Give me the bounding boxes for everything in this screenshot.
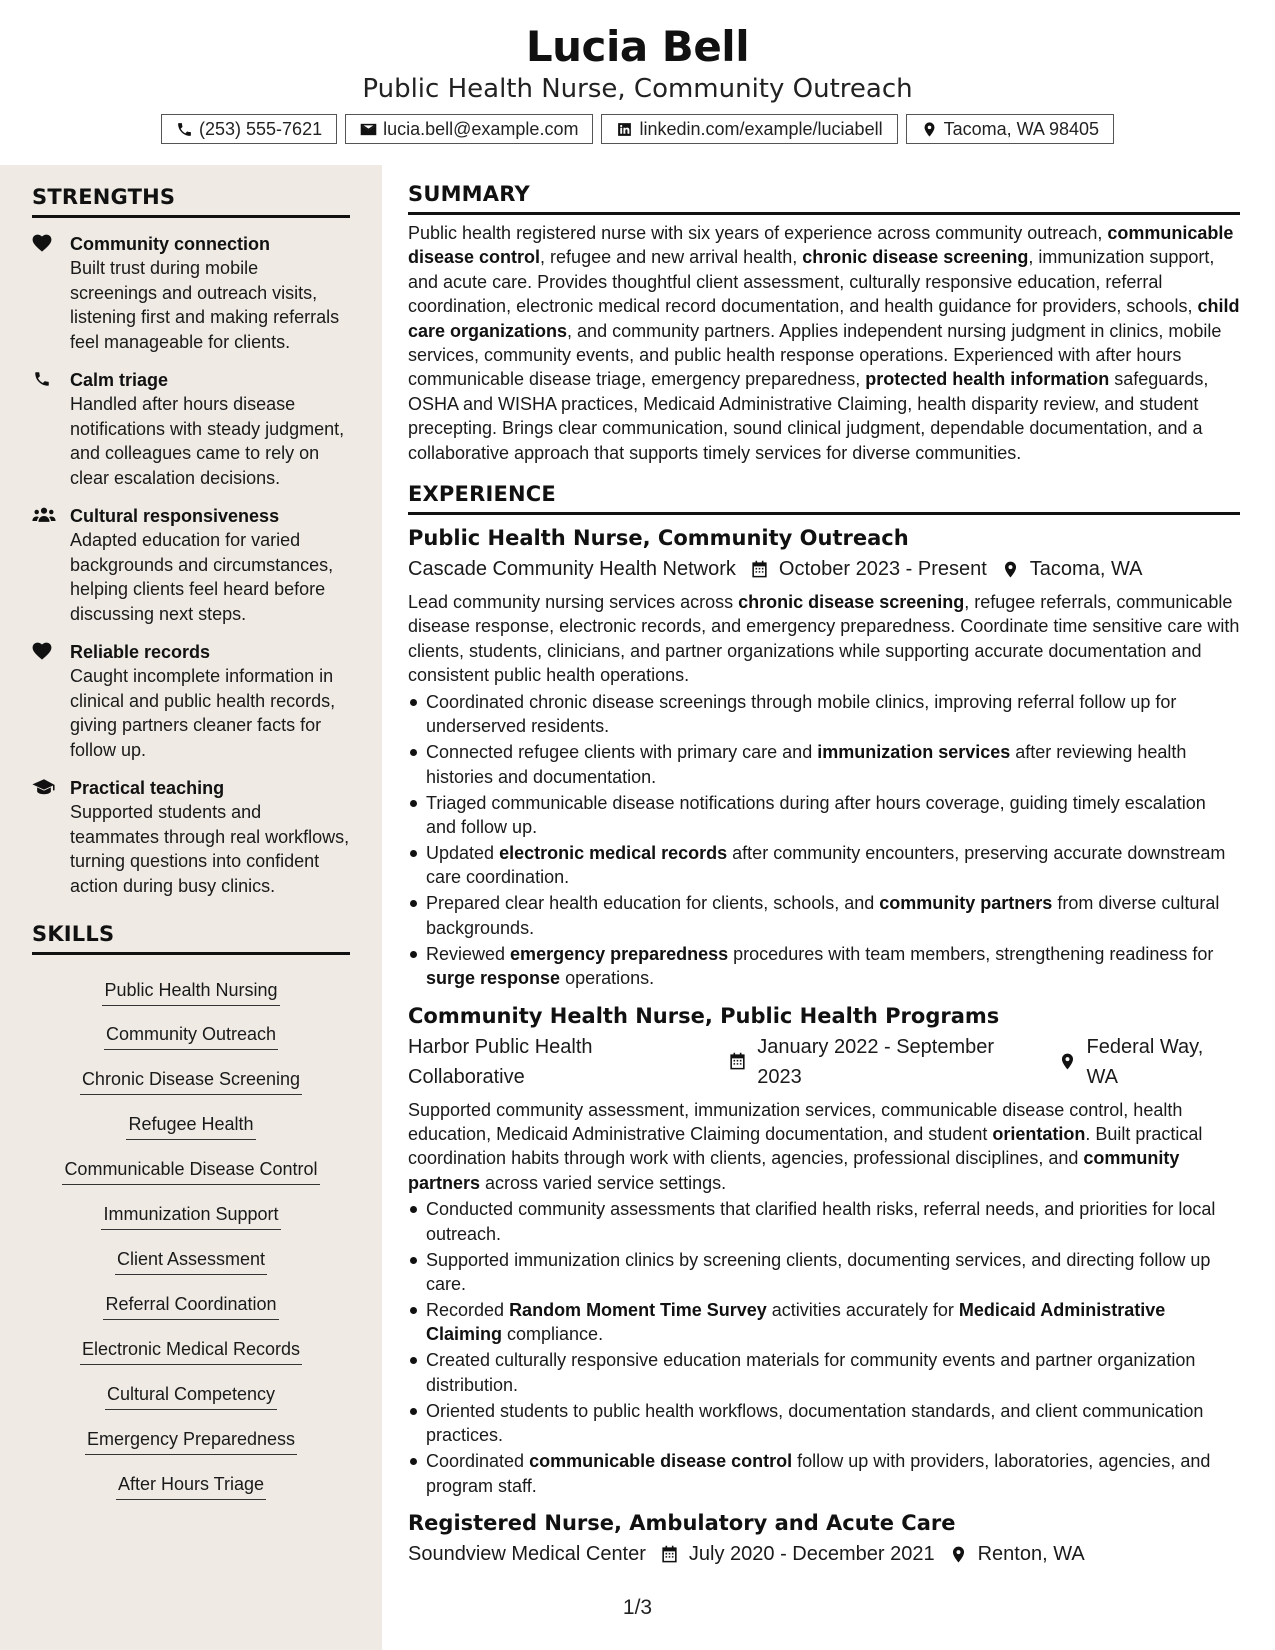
envelope-icon (360, 121, 377, 138)
job-title: Public Health Nurse, Community Outreach (408, 526, 909, 551)
strength-title: Cultural responsiveness (70, 506, 280, 526)
strength-text: Adapted education for varied backgrounds and circumstances, helping clients feel heard before discussing next steps. (70, 530, 334, 624)
location-pin-icon (921, 121, 938, 138)
contact-location[interactable] (906, 114, 1114, 144)
phone-icon (32, 370, 52, 388)
contact-location-text: Tacoma, WA 98405 (943, 118, 1099, 139)
linkedin-icon (616, 121, 633, 138)
skill-item: Electronic Medical Records (80, 1337, 302, 1365)
job-employer: Soundview Medical Center (408, 1543, 646, 1565)
job-employer: Harbor Public Health Collaborative (408, 1035, 593, 1088)
job-bullet: Connected refugee clients with primary care and immunization services after reviewing health histories and documentation. (408, 740, 1240, 789)
heart-icon (32, 234, 52, 252)
skill-item: Communicable Disease Control (62, 1157, 319, 1185)
location-pin-icon (1058, 1052, 1077, 1071)
strength-item (32, 776, 350, 898)
job-entry (408, 523, 1240, 990)
strength-title: Reliable records (70, 642, 211, 662)
contact-linkedin[interactable] (601, 114, 897, 144)
job-title: Community Health Nurse, Public Health Programs (408, 1003, 1000, 1028)
heart-icon (32, 642, 52, 660)
strength-item (32, 368, 350, 490)
job-bullet: Reviewed emergency preparedness procedures with team members, strengthening readiness for surge response operations. (408, 942, 1240, 991)
job-bullet: Conducted community assessments that clarified health risks, referral needs, and priorities for local outreach. (408, 1197, 1240, 1246)
graduation-cap-icon (32, 778, 56, 796)
contact-email-text: lucia.bell@example.com (383, 118, 579, 139)
jobs-list (408, 523, 1240, 1569)
contact-email[interactable] (345, 114, 593, 144)
strength-item (32, 504, 350, 626)
job-employer: Cascade Community Health Network (408, 558, 736, 581)
skill-item: Public Health Nursing (102, 978, 279, 1006)
job-bullet: Coordinated communicable disease control follow up with providers, laboratories, agencies, and program staff. (408, 1449, 1240, 1498)
sidebar (0, 165, 382, 1650)
strength-text: Caught incomplete information in clinical and public health records, giving partners cleaner facts for follow up. (70, 666, 336, 760)
candidate-name: Lucia Bell (525, 22, 750, 71)
location-pin-icon (1001, 560, 1020, 579)
skill-item: Cultural Competency (105, 1382, 277, 1410)
strength-item (32, 640, 350, 762)
calendar-icon (660, 1545, 679, 1564)
job-location: Renton, WA (977, 1543, 1085, 1565)
job-description: Lead community nursing services across chronic disease screening, refugee referrals, communicable disease response, electronic records, and emergency preparedness. Coordinate time sensitive care with clients, students, clinicians, and partner organizations while supporting accurate documentation and consistent public health operations. (408, 592, 1240, 686)
strengths-heading: STRENGTHS (32, 185, 350, 218)
skill-item: After Hours Triage (116, 1472, 266, 1500)
job-dates: July 2020 - December 2021 (688, 1543, 935, 1565)
job-title: Registered Nurse, Ambulatory and Acute Care (408, 1511, 956, 1535)
job-dates: October 2023 - Present (778, 558, 987, 581)
job-location: Federal Way, WA (1086, 1035, 1204, 1088)
experience-heading: EXPERIENCE (408, 482, 1240, 515)
strength-title: Community connection (70, 234, 271, 254)
skill-item: Emergency Preparedness (85, 1427, 297, 1455)
contact-bar (0, 114, 1275, 144)
candidate-headline: Public Health Nurse, Community Outreach (362, 74, 913, 104)
strength-text: Handled after hours disease notifications with steady judgment, and colleagues came to rely on clear escalation decisions. (70, 394, 345, 488)
skill-item: Refugee Health (126, 1112, 255, 1140)
skill-item: Client Assessment (115, 1247, 267, 1275)
job-bullets (408, 690, 1240, 991)
job-bullet: Recorded Random Moment Time Survey activities accurately for Medicaid Administrative Claiming compliance. (408, 1298, 1240, 1347)
job-bullet: Triaged communicable disease notifications during after hours coverage, guiding timely escalation and follow up. (408, 791, 1240, 840)
job-bullet: Prepared clear health education for clients, schools, and community partners from diverse cultural backgrounds. (408, 891, 1240, 940)
summary-text: Public health registered nurse with six years of experience across community outreach, communicable disease control, refugee and new arrival health, chronic disease screening, immunization support, and acute care. Provides thoughtful client assessment, culturally responsive education, referral coordination, electronic medical record documentation, and health guidance for providers, schools, child care organizations, and community partners. Applies independent nursing judgment in clinics, mobile services, community events, and public health response operations. Experienced with after hours communicable disease triage, emergency preparedness, protected health information safeguards, OSHA and WISHA practices, Medicaid Administrative Claiming, health disparity review, and student precepting. Brings clear communication, sound clinical judgment, dependable documentation, and a collaborative approach that supports timely services for diverse communities. (408, 223, 1240, 463)
job-bullet: Oriented students to public health workflows, documentation standards, and client communication practices. (408, 1399, 1240, 1448)
job-description: Supported community assessment, immunization services, communicable disease control, health education, Medicaid Administrative Claiming documentation, and student orientation. Built practical coordination habits through work with clients, agencies, professional disciplines, and community partners across varied service settings. (408, 1099, 1203, 1193)
page-number: 1/3 (622, 1596, 653, 1619)
job-location: Tacoma, WA (1029, 558, 1143, 581)
job-meta (408, 1032, 1240, 1092)
job-bullet: Supported immunization clinics by screening clients, documenting services, and directing follow up care. (408, 1248, 1240, 1297)
job-dates: January 2022 - September 2023 (757, 1035, 995, 1088)
skills-list (32, 965, 350, 1504)
contact-linkedin-text: linkedin.com/example/luciabell (639, 118, 883, 139)
strength-text: Supported students and teammates through real workflows, turning questions into confident action during busy clinics. (70, 802, 350, 896)
resume-header (0, 0, 1275, 165)
skill-item: Referral Coordination (103, 1292, 278, 1320)
job-bullet: Created culturally responsive education materials for community events and partner organization distribution. (408, 1348, 1240, 1397)
strength-title: Calm triage (70, 370, 169, 390)
strength-item (32, 232, 350, 354)
job-bullets (408, 1197, 1240, 1498)
job-entry (408, 1508, 1240, 1569)
strength-text: Built trust during mobile screenings and outreach visits, listening first and making referrals feel manageable for clients. (70, 258, 340, 352)
summary-heading: SUMMARY (408, 182, 1240, 215)
skill-item: Immunization Support (101, 1202, 280, 1230)
contact-phone-text: (253) 555-7621 (199, 118, 323, 139)
calendar-icon (750, 560, 769, 579)
strength-title: Practical teaching (70, 778, 225, 798)
job-meta (408, 1539, 1240, 1569)
job-meta (408, 554, 1240, 584)
skills-heading: SKILLS (32, 922, 350, 955)
job-bullet: Updated electronic medical records after community encounters, preserving accurate downstream care coordination. (408, 841, 1240, 890)
main-content (408, 165, 1240, 1569)
skill-item: Chronic Disease Screening (80, 1067, 302, 1095)
job-bullet: Coordinated chronic disease screenings through mobile clinics, improving referral follow up for underserved residents. (408, 690, 1240, 739)
location-pin-icon (949, 1545, 968, 1564)
job-entry (408, 1001, 1240, 1498)
calendar-icon (728, 1052, 747, 1071)
contact-phone[interactable] (161, 114, 337, 144)
phone-icon (176, 121, 193, 138)
skill-item: Community Outreach (104, 1022, 278, 1050)
users-icon (32, 506, 56, 524)
